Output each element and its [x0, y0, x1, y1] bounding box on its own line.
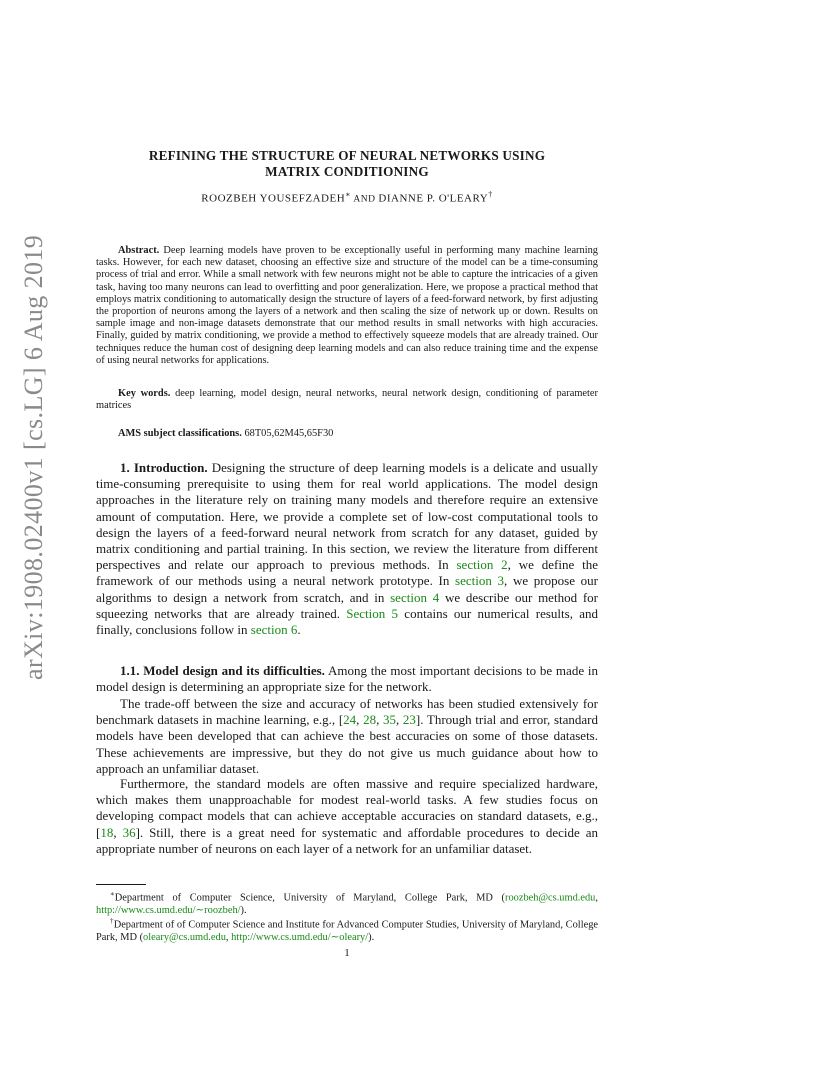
footnote-text: Department of of Computer Science and Institute for Advanced Computer Studies, University of Maryland, College Park, MD ( [96, 919, 599, 944]
footnote-rule [96, 884, 146, 885]
ams-label: AMS subject classifications. [118, 428, 242, 439]
keywords [96, 388, 598, 412]
abstract-label: Abstract. [118, 245, 160, 256]
intro-text: . [297, 622, 301, 638]
link-section-2[interactable]: section 2 [456, 557, 508, 573]
author-1: ROOZBEH YOUSEFZADEH [201, 192, 346, 205]
citation-separator: , [113, 824, 123, 840]
link-section-4[interactable]: section 4 [390, 589, 440, 605]
arxiv-stamp: arXiv:1908.02400v1 [cs.LG] 6 Aug 2019 [19, 234, 48, 680]
introduction-heading: 1. Introduction. [120, 460, 208, 475]
title-line-2: MATRIX CONDITIONING [265, 164, 429, 179]
paragraph-text: ]. Through trial and error, standard models have been developed that can achieve the best accuracies on some of those datasets. These achievements are impressive, but they do not give us much guidance about how to approach an unfamiliar dataset. [96, 712, 599, 776]
footnote-1-mark: ∗ [110, 890, 115, 898]
intro-text: Designing the structure of deep learning models is a delicate and usually time-consuming prerequisite to using them for real world applications. The model design approaches in the literature rely on training many models and therefore require an extensive amount of computation. Here, we provide a complete set of low-cost computational tools to design the layers of a feed-forward neural network from scratch for any dataset, guided by matrix conditioning and partial training. In this section, we review the literature from different perspectives and relate our approach to previous methods. In [96, 460, 599, 573]
keywords-text: deep learning, model design, neural networks, neural network design, conditioning of parameter matrices [96, 388, 598, 412]
author-2-mark: † [488, 190, 493, 199]
paragraph-hardware [96, 776, 598, 857]
footnote-2 [96, 915, 598, 945]
page-number: 1 [344, 947, 350, 959]
paragraph-text: ]. Still, there is a great need for systematic and affordable procedures to decide an appropriate number of neurons on each layer of a network for an unfamiliar dataset. [96, 824, 599, 856]
citation-36[interactable]: 36 [122, 824, 136, 840]
title-line-1: REFINING THE STRUCTURE OF NEURAL NETWORKS USING [148, 148, 546, 163]
link-section-5[interactable]: Section 5 [346, 605, 399, 621]
intro-text: , we define the framework of our methods using a neural network prototype. In [96, 557, 598, 589]
citation-28[interactable]: 28 [363, 712, 377, 728]
link-section-3[interactable]: section 3 [455, 573, 505, 589]
intro-text: we describe our method for squeezing networks that are already trained. [96, 589, 598, 621]
paragraph-tradeoff [96, 696, 598, 777]
citation-24[interactable]: 24 [343, 712, 357, 728]
paper-title [96, 148, 598, 180]
citation-separator: , [395, 712, 403, 728]
abstract [96, 245, 598, 367]
footnote-text: Department of Computer Science, University of Maryland, College Park, MD ( [114, 892, 506, 904]
author-line [96, 190, 598, 205]
url-link-1[interactable]: http://www.cs.umd.edu/∼roozbeh/ [96, 905, 241, 917]
ams-classifications [96, 428, 598, 439]
footnote-end: ). [368, 932, 375, 944]
author-and: AND [351, 194, 379, 205]
footnote-separator: , [225, 932, 232, 944]
abstract-text: Deep learning models have proven to be exceptionally useful in performing many machine learning tasks. However, for each new dataset, choosing an effective size and structure of the model can be a time-consuming process of trial and error. While a small network with few neurons might not be able to capture the intricacies of a given task, having too many neurons can lead to overfitting and poor generalization. Here, we propose a practical method that employs matrix conditioning to automatically design the structure of layers of a feed-forward network, by first adjusting the proportion of neurons among the layers of a network and then scaling the size of network up or down. Results on sample image and non-image datasets demonstrate that our method results in small networks with high accuracies. Finally, guided by matrix conditioning, we provide a method to effectively squeeze models that are already trained. Our techniques reduce the human cost of designing deep learning models and can also reduce training time and the expense of using neural networks for applications. [96, 245, 598, 366]
link-section-6[interactable]: section 6 [250, 622, 298, 638]
keywords-label: Key words. [118, 388, 171, 399]
subsection-text: Among the most important decisions to be made in model design is determining an appropriate size for the network. [96, 663, 598, 695]
ams-text: 68T05,62M45,65F30 [244, 428, 334, 439]
author-2: DIANNE P. O'LEARY [378, 192, 489, 205]
citation-23[interactable]: 23 [402, 712, 416, 728]
introduction-paragraph [96, 460, 598, 638]
paragraph-text: Furthermore, the standard models are often massive and require specialized hardware, which makes them unapproachable for modest real-world tasks. A few studies focus on developing compact models that can achieve acceptable accuracies on standard datasets, e.g., [ [96, 776, 598, 840]
citation-35[interactable]: 35 [382, 712, 396, 728]
email-link-2[interactable]: oleary@cs.umd.edu [143, 932, 226, 944]
footnote-separator: , [595, 892, 598, 904]
citation-separator: , [376, 712, 383, 728]
paragraph-text: The trade-off between the size and accuracy of networks has been studied extensively for benchmark datasets in machine learning, e.g., [ [96, 696, 598, 728]
subsection-paragraph [96, 663, 598, 695]
email-link-1[interactable]: roozbeh@cs.umd.edu [505, 892, 596, 904]
footnote-2-mark: † [110, 917, 114, 925]
subsection-heading: 1.1. Model design and its difficulties. [120, 663, 325, 678]
citation-18[interactable]: 18 [100, 824, 114, 840]
intro-text: , we propose our algorithms to design a network from scratch, and in [96, 573, 598, 605]
citation-separator: , [356, 712, 364, 728]
footnote-end: ). [240, 905, 247, 917]
url-link-2[interactable]: http://www.cs.umd.edu/∼oleary/ [231, 932, 369, 944]
intro-text: contains our numerical results, and finally, conclusions follow in [96, 605, 598, 638]
author-1-mark: ∗ [345, 190, 352, 199]
footnote-1 [96, 888, 598, 918]
